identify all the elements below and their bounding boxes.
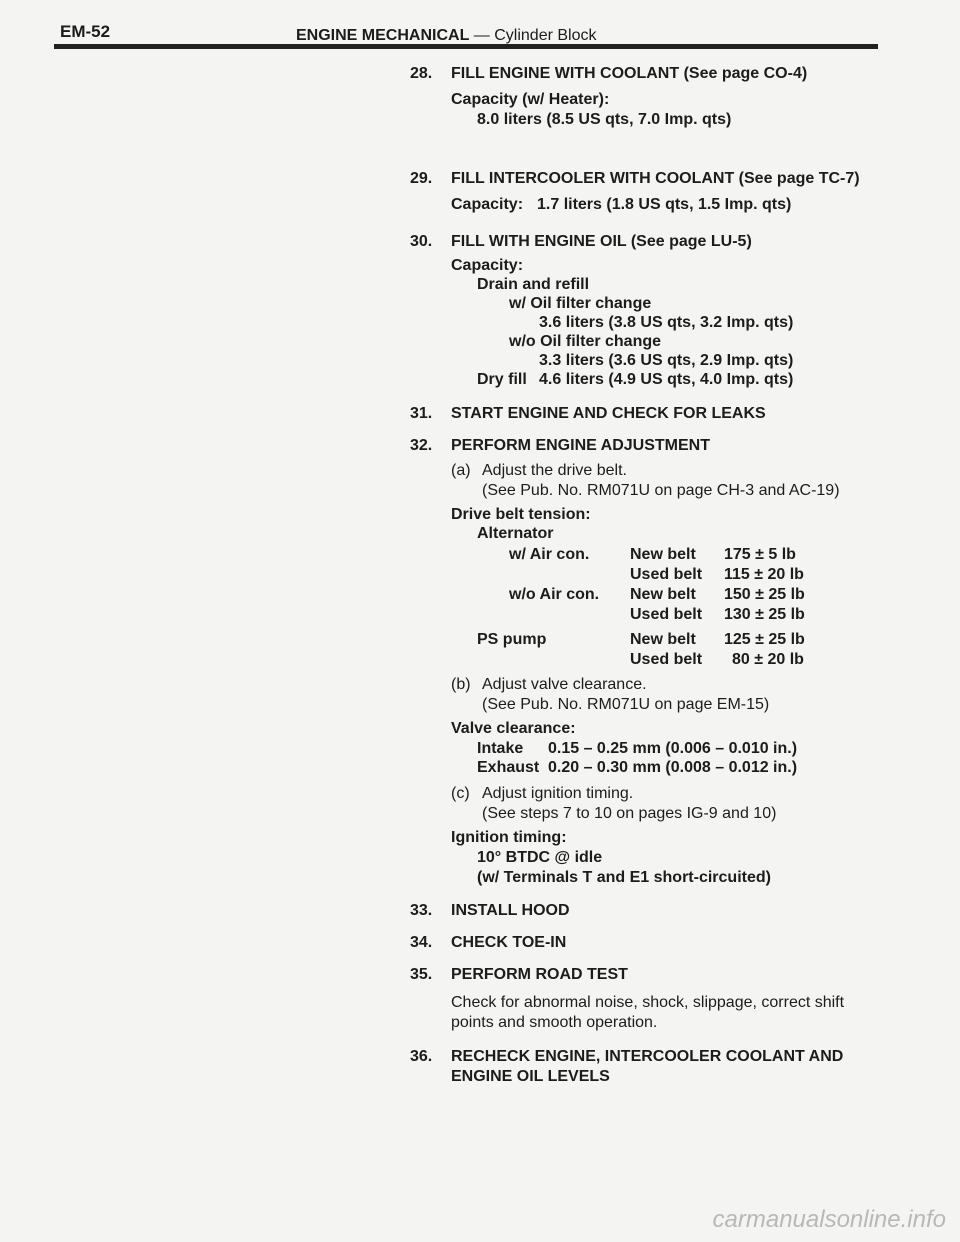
intake-label: Intake [477,740,524,757]
belt-type: New belt [630,546,696,563]
page-title [296,27,597,45]
belt-type: New belt [630,631,696,648]
watermark: carmanualsonline.info [712,1206,946,1233]
subsection-title: Cylinder Block [494,27,597,44]
substep-b-reference: (See Pub. No. RM071U on page EM-15) [482,696,770,713]
without-filter-value: 3.3 liters (3.6 US qts, 2.9 Imp. qts) [539,352,794,369]
step-title-36-line1: RECHECK ENGINE, INTERCOOLER COOLANT AND [451,1048,844,1065]
with-filter-value: 3.6 liters (3.8 US qts, 3.2 Imp. qts) [539,314,794,331]
belt-tension-value: 150 ± 25 lb [724,586,805,603]
with-filter-label: w/ Oil filter change [509,295,652,312]
step-number-35: 35. [410,966,433,983]
road-test-text-1: Check for abnormal noise, shock, slippage, correct shift [451,994,845,1011]
step-title-29: FILL INTERCOOLER WITH COOLANT (See page TC-7) [451,170,860,187]
substep-a-reference: (See Pub. No. RM071U on page CH-3 and AC-19) [482,482,840,499]
belt-tension-value: 175 ± 5 lb [724,546,796,563]
belt-type: Used belt [630,606,703,623]
step-number-31: 31. [410,405,433,422]
ignition-timing-heading: Ignition timing: [451,829,567,846]
title-separator: — [469,27,495,44]
coolant-capacity-value: 8.0 liters (8.5 US qts, 7.0 Imp. qts) [477,111,732,128]
exhaust-label: Exhaust [477,759,540,776]
exhaust-value: 0.20 – 0.30 mm (0.008 – 0.012 in.) [548,759,798,776]
belt-tension-value: 130 ± 25 lb [724,606,805,623]
drain-refill-label: Drain and refill [477,276,590,293]
step-number-30: 30. [410,233,433,250]
intake-value: 0.15 – 0.25 mm (0.006 – 0.010 in.) [548,740,798,757]
belt-type: Used belt [630,566,703,583]
without-filter-label: w/o Oil filter change [509,333,662,350]
step-title-33: INSTALL HOOD [451,902,570,919]
page-code: EM-52 [60,22,111,41]
ignition-timing-note: (w/ Terminals T and E1 short-circuited) [477,869,771,886]
substep-c-label: (c) [451,785,470,802]
belt-tension-heading: Drive belt tension: [451,506,591,523]
belt-group: PS pump [477,631,547,648]
valve-clearance-heading: Valve clearance: [451,720,576,737]
belt-group: w/o Air con. [509,586,600,603]
step-number-33: 33. [410,902,433,919]
substep-b-text: Adjust valve clearance. [482,676,647,693]
road-test-text-2: points and smooth operation. [451,1014,658,1031]
step-title-30: FILL WITH ENGINE OIL (See page LU-5) [451,233,752,250]
alternator-label: Alternator [477,525,554,542]
belt-tension-value: 115 ± 20 lb [724,566,804,583]
step-number-36: 36. [410,1048,433,1065]
dry-fill-label: Dry fill [477,371,527,388]
substep-c-text: Adjust ignition timing. [482,785,634,802]
step-title-31: START ENGINE AND CHECK FOR LEAKS [451,405,766,422]
step-number-29: 29. [410,170,433,187]
step-number-34: 34. [410,934,433,951]
oil-capacity-label: Capacity: [451,257,524,274]
step-title-28: FILL ENGINE WITH COOLANT (See page CO-4) [451,65,808,82]
belt-type: New belt [630,586,696,603]
substep-b-label: (b) [451,676,471,693]
ignition-timing-value: 10° BTDC @ idle [477,849,603,866]
belt-group: w/ Air con. [509,546,590,563]
step-title-36-line2: ENGINE OIL LEVELS [451,1068,610,1085]
step-title-35: PERFORM ROAD TEST [451,966,628,983]
step-title-32: PERFORM ENGINE ADJUSTMENT [451,437,710,454]
dry-fill-value: 4.6 liters (4.9 US qts, 4.0 Imp. qts) [539,371,794,388]
step-number-28: 28. [410,65,433,82]
step-title-34: CHECK TOE-IN [451,934,567,951]
belt-type: Used belt [630,651,703,668]
step-number-32: 32. [410,437,433,454]
intercooler-capacity-label: Capacity: [451,196,524,213]
intercooler-capacity-value: 1.7 liters (1.8 US qts, 1.5 Imp. qts) [537,196,792,213]
coolant-capacity-label: Capacity (w/ Heater): [451,91,610,108]
substep-c-reference: (See steps 7 to 10 on pages IG-9 and 10) [482,805,777,822]
belt-tension-value: 125 ± 25 lb [724,631,805,648]
header-rule [54,44,878,49]
substep-a-text: Adjust the drive belt. [482,462,627,479]
substep-a-label: (a) [451,462,471,479]
belt-tension-value: 80 ± 20 lb [732,651,804,668]
section-title: ENGINE MECHANICAL [296,27,470,44]
